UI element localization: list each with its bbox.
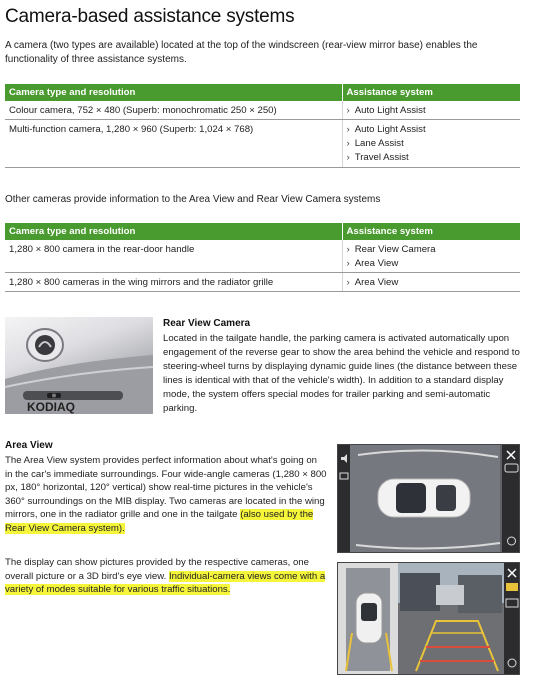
tailgate-camera-photo bbox=[5, 317, 153, 414]
column-header-camera: Camera type and resolution bbox=[5, 84, 342, 101]
camera-cell: 1,280 × 800 camera in the rear-door handle bbox=[5, 240, 342, 273]
camera-table-2 bbox=[5, 223, 520, 292]
system-item: › Travel Assist bbox=[347, 151, 517, 165]
car-rear-illustration bbox=[5, 317, 153, 414]
table-row bbox=[5, 120, 520, 168]
system-item: › Lane Assist bbox=[347, 137, 517, 151]
trailer-mode-icon[interactable] bbox=[506, 583, 518, 591]
table-row bbox=[5, 240, 520, 273]
highlighted-text: Individual-camera views come with a variety of modes suitable for various traffic situations. bbox=[5, 570, 326, 596]
system-cell bbox=[342, 120, 520, 168]
model-badge: KODIAQ bbox=[27, 400, 75, 414]
system-item: › Auto Light Assist bbox=[347, 123, 517, 137]
area-view-heading: Area View bbox=[5, 440, 53, 451]
display-text-body: The display can show pictures provided by the respective cameras, one overall picture or a 3D bird's eye view. bbox=[5, 557, 309, 582]
area-view-text bbox=[5, 454, 327, 536]
camera-cell: Multi-function camera, 1,280 × 960 (Superb: 1,024 × 768) bbox=[5, 120, 342, 168]
system-cell bbox=[342, 240, 520, 273]
page-title: Camera-based assistance systems bbox=[5, 6, 295, 27]
intro-paragraph: A camera (two types are available) located at the top of the windscreen (rear-view mirror base) enables the functionality of three assistance systems. bbox=[5, 40, 478, 65]
column-header-system: Assistance system bbox=[342, 223, 520, 240]
table-row bbox=[5, 101, 520, 120]
camera-cell: Colour camera, 752 × 480 (Superb: monochromatic 250 × 250) bbox=[5, 101, 342, 120]
system-item: › Area View bbox=[347, 276, 517, 290]
column-header-camera: Camera type and resolution bbox=[5, 223, 342, 240]
area-view-text-body: The Area View system provides perfect information about what's going on in the car's immediate surroundings. Four wide-angle cameras (1,280 × 800 px, 180° horizontal, 120° vertical) show real-time pictures in the vehicle's 360° surroundings on the MIB display. Two cameras are located in the wing mirrors, one in the radiator grille and one in the tailgate bbox=[5, 455, 327, 521]
system-item: › Area View bbox=[347, 257, 517, 271]
table-header-row bbox=[5, 84, 520, 101]
area-view-display-text bbox=[5, 556, 327, 597]
rear-view-camera-heading: Rear View Camera bbox=[163, 318, 251, 329]
area-view-screen-topdown bbox=[337, 444, 520, 553]
system-cell bbox=[342, 101, 520, 120]
camera-cell: 1,280 × 800 cameras in the wing mirrors and the radiator grille bbox=[5, 273, 342, 292]
system-item: › Rear View Camera bbox=[347, 243, 517, 257]
highlighted-text: (also used by the Rear View Camera system). bbox=[5, 509, 314, 534]
camera-table-1 bbox=[5, 84, 520, 168]
table-row bbox=[5, 273, 520, 292]
cameras-intro-text: Other cameras provide information to the Area View and Rear View Camera systems bbox=[5, 194, 381, 205]
area-view-screen-rear bbox=[337, 562, 520, 675]
table-header-row bbox=[5, 223, 520, 240]
column-header-system: Assistance system bbox=[342, 84, 520, 101]
system-item: › Auto Light Assist bbox=[347, 104, 517, 118]
rear-view-camera-text: Located in the tailgate handle, the parking camera is activated automatically upon engagement of the reverse gear to show the area behind the vehicle and respond to steering-wheel turns by displaying dynamic guide lines (the distance between these lines is identical with that of the vehicle's width). In addition to a standard display mode, the system offers special modes for trailer parking and semi-automatic parking. bbox=[163, 333, 520, 414]
system-cell bbox=[342, 273, 520, 292]
